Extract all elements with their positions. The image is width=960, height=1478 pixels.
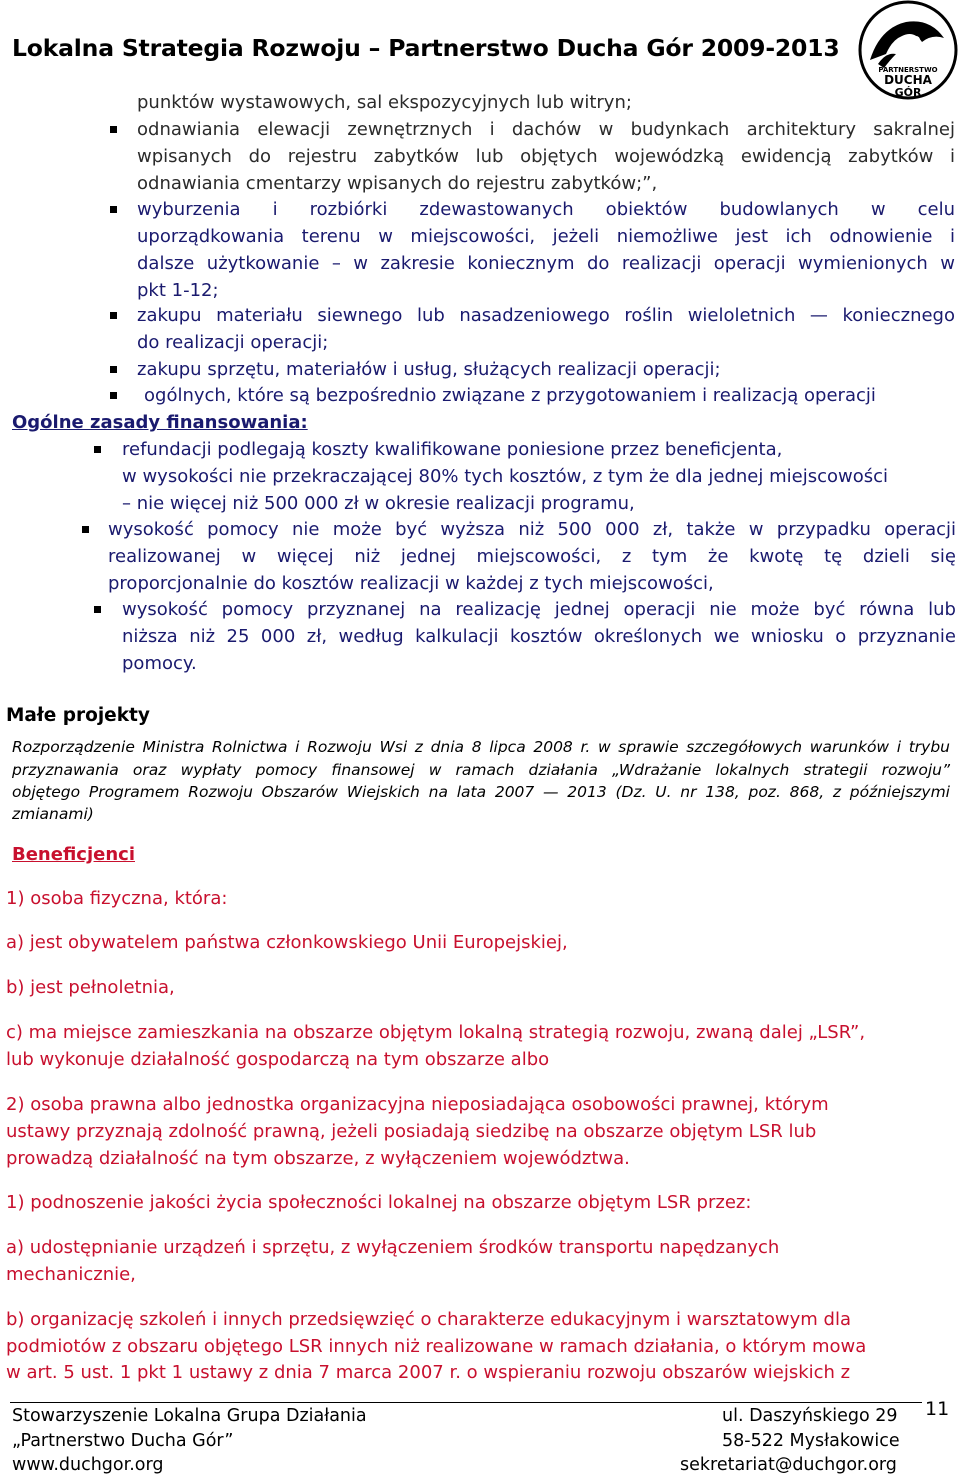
beneficiary-2-line2: ustawy przyznają zdolność prawną, jeżeli posiadają siedzibę na obszarze objętym LSR lub: [6, 1121, 817, 1142]
beneficiary-2-line1: 2) osoba prawna albo jednostka organizacyjna nieposiadająca osobowości prawnej, którym: [6, 1094, 829, 1115]
footer-address-city: 58-522 Mysłakowice: [722, 1431, 900, 1451]
small-projects-heading: Małe projekty: [6, 705, 150, 726]
operation-1b-line1: b) organizację szkoleń i innych przedsięwzięć o charakterze edukacyjnym i warsztatowym dla: [6, 1309, 851, 1330]
beneficiary-2-line3: prowadzą działalność na tym obszarze, z wyłączeniem województwa.: [6, 1148, 630, 1169]
list1-line0: punktów wystawowych, sal ekspozycyjnych lub witryn;: [137, 92, 632, 113]
bullet-square-icon: [110, 206, 117, 213]
page-number: 11: [925, 1398, 950, 1420]
beneficiary-1: 1) osoba fizyczna, która:: [6, 888, 228, 909]
regulation-line3: objętego Programem Rozwoju Obszarów Wiejskich na lata 2007 — 2013 (Dz. U. nr 138, poz. 868, z późniejszymi: [12, 783, 950, 801]
regulation-line4: zmianami): [12, 805, 94, 823]
list1-item1-line2: wpisanych do rejestru zabytków lub objętych wojewódzką ewidencją zabytków i: [137, 146, 955, 167]
bullet-square-icon: [82, 526, 89, 533]
footer-website: www.duchgor.org: [12, 1455, 164, 1475]
financing-item3-line3: pomocy.: [122, 653, 197, 674]
operation-1a-line1: a) udostępnianie urządzeń i sprzętu, z wyłączeniem środków transportu napędzanych: [6, 1237, 780, 1258]
bullet-square-icon: [94, 446, 101, 453]
beneficiary-1c-line2: lub wykonuje działalność gospodarczą na tym obszarze albo: [6, 1049, 550, 1070]
list1-item5: ogólnych, które są bezpośrednio związane z przygotowaniem i realizacją operacji: [144, 385, 876, 406]
bullet-square-icon: [110, 312, 117, 319]
list1-item2-line3: dalsze użytkowanie – w zakresie koniecznym do realizacji operacji wymienionych w: [137, 253, 955, 274]
list1-item1-line3: odnawiania cmentarzy wpisanych do rejestru zabytków;”,: [137, 173, 658, 194]
financing-item2-line3: proporcjonalnie do kosztów realizacji w każdej z tych miejscowości,: [108, 573, 714, 594]
list1-item2-line1: wyburzenia i rozbiórki zdewastowanych obiektów budowlanych w celu: [137, 199, 955, 220]
svg-text:GÓR: GÓR: [894, 86, 922, 99]
list1-item2-line2: uporządkowania terenu w miejscowości, jeżeli niemożliwe jest ich odnowienie i: [137, 226, 955, 247]
list1-item4: zakupu sprzętu, materiałów i usług, służących realizacji operacji;: [137, 359, 721, 380]
financing-item1-line3: – nie więcej niż 500 000 zł w okresie realizacji programu,: [122, 493, 635, 514]
bullet-square-icon: [94, 606, 101, 613]
svg-text:DUCHA: DUCHA: [884, 73, 932, 87]
operation-1a-line2: mechanicznie,: [6, 1264, 136, 1285]
financing-item2-line2: realizowanej w więcej niż jednej miejscowości, z tym że kwotę tę dzieli się: [108, 546, 956, 567]
svg-text:PARTNERSTWO: PARTNERSTWO: [878, 66, 938, 74]
bullet-square-icon: [110, 126, 117, 133]
footer-org-name: Stowarzyszenie Lokalna Grupa Działania: [12, 1406, 367, 1426]
footer-address-street: ul. Daszyńskiego 29: [722, 1406, 898, 1426]
financing-item3-line1: wysokość pomocy przyznanej na realizację jednej operacji nie może być równa lub: [122, 599, 956, 620]
financing-heading: Ogólne zasady finansowania:: [12, 412, 308, 433]
operation-1b-line2: podmiotów z obszaru objętego LSR innych niż realizowane w ramach działania, o którym mowa: [6, 1336, 867, 1357]
beneficiary-1a: a) jest obywatelem państwa członkowskiego Unii Europejskiej,: [6, 932, 568, 953]
financing-item1-line1: refundacji podlegają koszty kwalifikowane poniesione przez beneficjenta,: [122, 439, 783, 460]
list1-item3-line2: do realizacji operacji;: [137, 332, 329, 353]
regulation-line1: Rozporządzenie Ministra Rolnictwa i Rozwoju Wsi z dnia 8 lipca 2008 r. w sprawie szczegółowych warunków i trybu: [12, 738, 950, 756]
financing-item2-line1: wysokość pomocy nie może być wyższa niż 500 000 zł, także w przypadku operacji: [108, 519, 956, 540]
beneficiary-1c-line1: c) ma miejsce zamieszkania na obszarze objętym lokalną strategią rozwoju, zwaną dalej „LSR”,: [6, 1022, 866, 1043]
beneficiaries-heading: Beneficjenci: [12, 844, 135, 865]
list1-item2-line4: pkt 1-12;: [137, 280, 219, 301]
ducha-gor-logo: [856, 0, 960, 104]
footer-org-subname: „Partnerstwo Ducha Gór”: [12, 1431, 234, 1451]
bullet-square-icon: [110, 366, 117, 373]
list1-item1-line1: odnawiania elewacji zewnętrznych i dachów w budynkach architektury sakralnej: [137, 119, 955, 140]
financing-item3-line2: niższa niż 25 000 zł, według kalkulacji kosztów określonych we wniosku o przyznanie: [122, 626, 956, 647]
operation-1: 1) podnoszenie jakości życia społeczności lokalnej na obszarze objętym LSR przez:: [6, 1192, 752, 1213]
bullet-square-icon: [110, 392, 117, 399]
footer-divider: [10, 1402, 922, 1403]
beneficiary-1b: b) jest pełnoletnia,: [6, 977, 175, 998]
regulation-line2: przyznawania oraz wypłaty pomocy finansowej w ramach działania „Wdrażanie lokalnych strategii rozwoju”: [12, 761, 950, 779]
operation-1b-line3: w art. 5 ust. 1 pkt 1 ustawy z dnia 7 marca 2007 r. o wspieraniu rozwoju obszarów wiejskich z: [6, 1362, 851, 1383]
document-header-title: Lokalna Strategia Rozwoju – Partnerstwo Ducha Gór 2009-2013: [12, 34, 840, 62]
footer-email: sekretariat@duchgor.org: [680, 1455, 897, 1475]
financing-item1-line2: w wysokości nie przekraczającej 80% tych kosztów, z tym że dla jednej miejscowości: [122, 466, 889, 487]
list1-item3-line1: zakupu materiału siewnego lub nasadzeniowego roślin wieloletnich — koniecznego: [137, 305, 955, 326]
